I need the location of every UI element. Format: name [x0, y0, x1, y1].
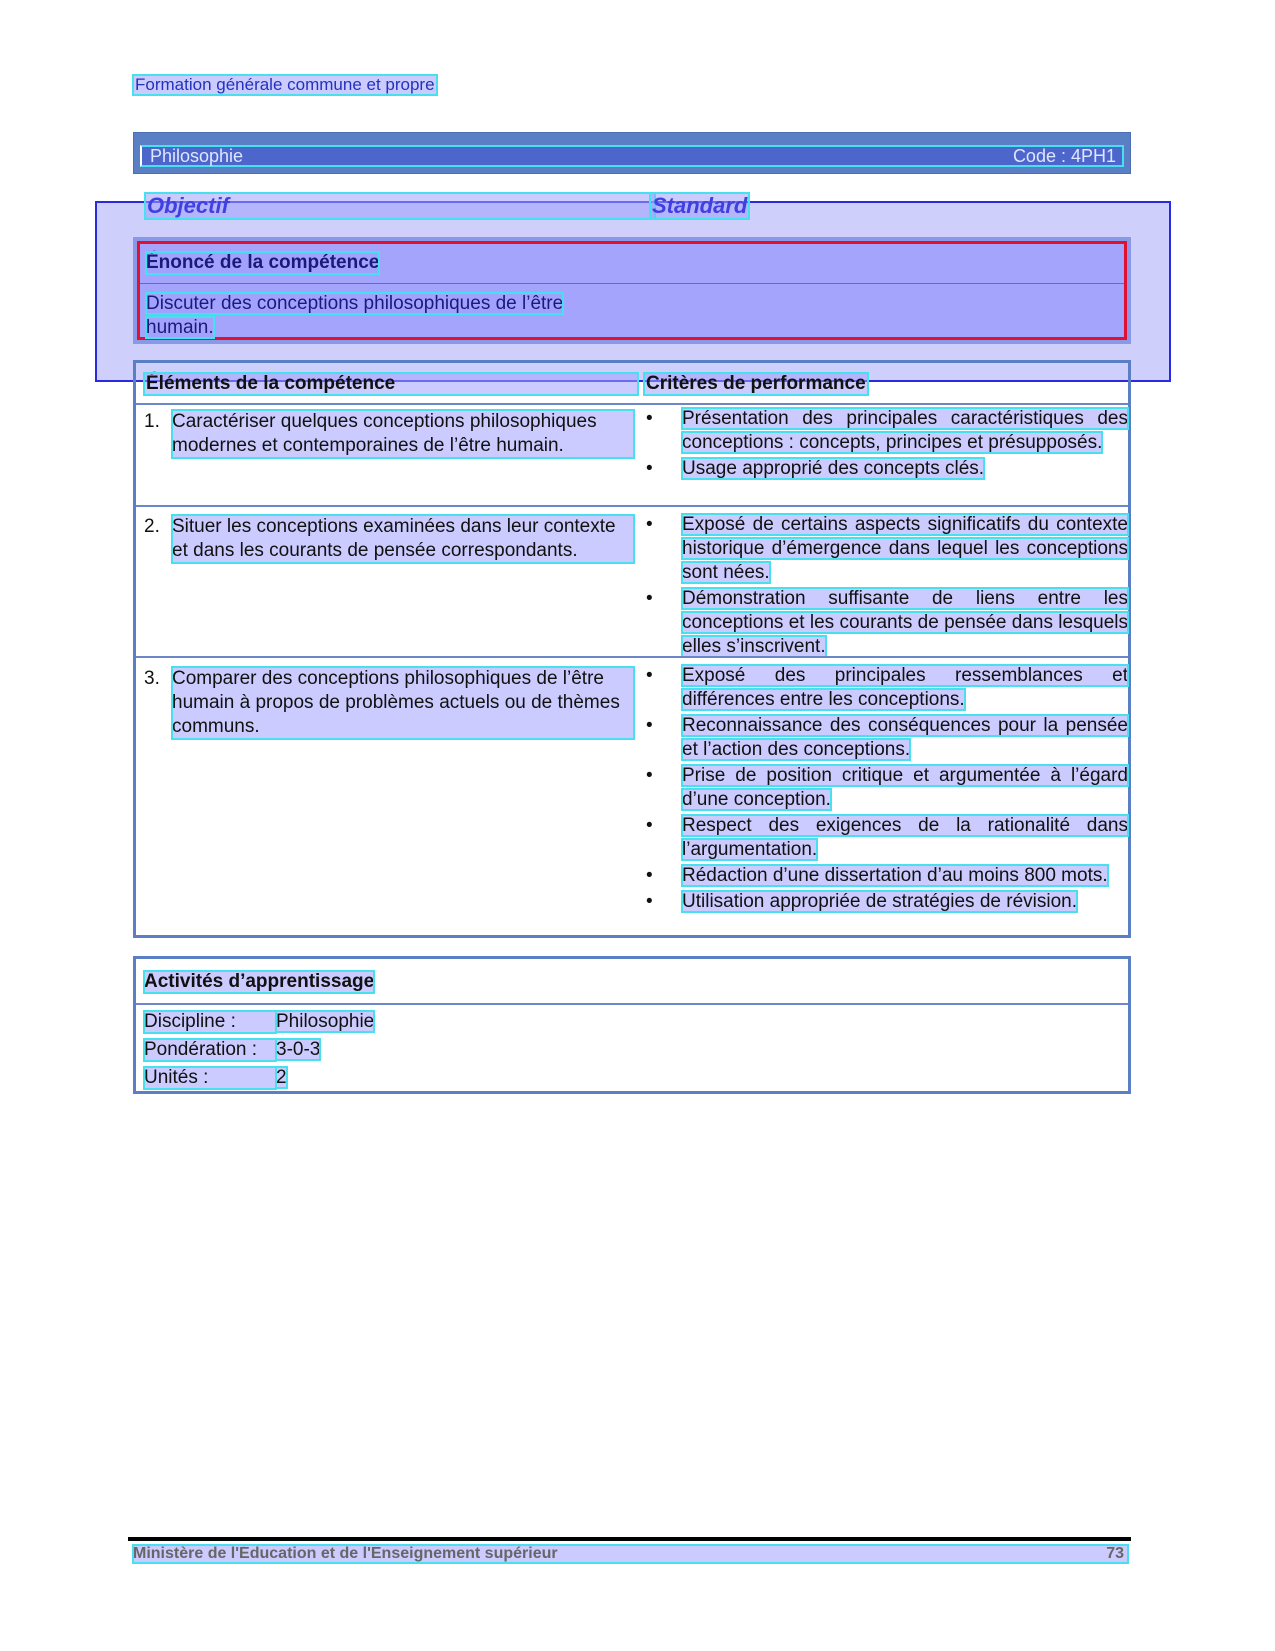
critere-item	[644, 864, 1128, 888]
course-title-bar	[133, 132, 1131, 174]
footer-ministry: Ministère de l'Éducation et de l'Enseignement supérieur	[133, 1545, 558, 1562]
bullet-icon: •	[646, 765, 653, 786]
element-number: 3.	[144, 668, 160, 689]
bullet-icon: •	[646, 815, 653, 836]
bullet-icon: •	[646, 865, 653, 886]
enonce-title: Énoncé de la compétence	[146, 252, 380, 273]
course-title-inner	[140, 145, 1124, 167]
bullet-icon: •	[646, 891, 653, 912]
competence-table	[133, 360, 1131, 938]
activites-box	[133, 956, 1131, 1094]
critere-item	[644, 513, 1128, 585]
critere-text: Exposé de certains aspects significatifs du contexte historique d’émergence dans lequel les conceptions sont nées.	[682, 514, 1128, 583]
ponderation-row	[144, 1039, 320, 1061]
discipline-row	[144, 1011, 374, 1033]
element-text: Situer les conceptions examinées dans leur contexte et dans les courants de pensée correspondants.	[172, 515, 634, 563]
row-divider	[136, 656, 1128, 658]
criteres-1	[644, 407, 1128, 483]
bullet-icon: •	[646, 408, 653, 429]
course-name: Philosophie	[150, 146, 244, 166]
element-1	[144, 410, 634, 458]
critere-text: Présentation des principales caractéristiques des conceptions : concepts, principes et présupposés.	[682, 408, 1128, 453]
col-header-elements: Éléments de la compétence	[144, 373, 638, 395]
row-divider	[136, 403, 1128, 405]
critere-text: Respect des exigences de la rationalité dans l’argumentation.	[682, 815, 1128, 860]
course-code: Code : 4PH1	[1012, 146, 1116, 166]
unites-row	[144, 1067, 287, 1089]
element-3	[144, 667, 634, 739]
element-number: 2.	[144, 516, 160, 537]
footer	[133, 1545, 1128, 1563]
critere-item	[644, 587, 1128, 659]
document-header: Formation générale commune et propre	[135, 75, 435, 94]
element-number: 1.	[144, 411, 160, 432]
critere-text: Démonstration suffisante de liens entre les conceptions et les courants de pensée dans lesquels elles s’inscrivent.	[682, 588, 1128, 657]
critere-text: Usage approprié des concepts clés.	[682, 458, 985, 479]
critere-item	[644, 814, 1128, 862]
ponderation-label: Pondération :	[144, 1039, 276, 1061]
critere-item	[644, 890, 1128, 914]
unites-value: 2	[276, 1067, 287, 1088]
enonce-section	[133, 237, 1131, 344]
critere-text: Rédaction d’une dissertation d’au moins 800 mots.	[682, 865, 1108, 886]
footer-rule	[128, 1537, 1131, 1541]
bullet-icon: •	[646, 588, 653, 609]
page-number: 73	[1106, 1545, 1124, 1562]
unites-label: Unités :	[144, 1067, 276, 1089]
critere-item	[644, 764, 1128, 812]
ponderation-value: 3-0-3	[276, 1039, 321, 1060]
bullet-icon: •	[646, 665, 653, 686]
enonce-text-content: Discuter des conceptions philosophiques de l’être humain.	[146, 293, 564, 338]
element-text: Comparer des conceptions philosophiques de l’être humain à propos de problèmes actuels ou de thèmes communs.	[172, 667, 634, 739]
row-divider	[136, 1003, 1128, 1005]
standard-label: Standard	[652, 193, 748, 218]
objectif-label: Objectif	[145, 193, 655, 219]
criteres-3	[644, 664, 1128, 916]
activites-title: Activités d’apprentissage	[144, 971, 375, 992]
critere-text: Exposé des principales ressemblances et différences entre les conceptions.	[682, 665, 1128, 710]
critere-item	[644, 457, 1128, 481]
bullet-icon: •	[646, 715, 653, 736]
enonce-header	[140, 244, 1124, 284]
discipline-label: Discipline :	[144, 1011, 276, 1033]
element-text: Caractériser quelques conceptions philosophiques modernes et contemporaines de l’être humain.	[172, 410, 634, 458]
enonce-box	[137, 241, 1127, 340]
critere-item	[644, 407, 1128, 455]
col-header-criteres: Critères de performance	[646, 373, 866, 394]
element-2	[144, 515, 634, 563]
critere-item	[644, 714, 1128, 762]
discipline-value: Philosophie	[276, 1011, 375, 1032]
bullet-icon: •	[646, 458, 653, 479]
critere-text: Utilisation appropriée de stratégies de révision.	[682, 891, 1077, 912]
critere-text: Reconnaissance des conséquences pour la pensée et l’action des conceptions.	[682, 715, 1128, 760]
enonce-text	[146, 292, 596, 340]
criteres-2	[644, 513, 1128, 661]
bullet-icon: •	[646, 514, 653, 535]
critere-text: Prise de position critique et argumentée à l’égard d’une conception.	[682, 765, 1128, 810]
row-divider	[136, 505, 1128, 507]
critere-item	[644, 664, 1128, 712]
